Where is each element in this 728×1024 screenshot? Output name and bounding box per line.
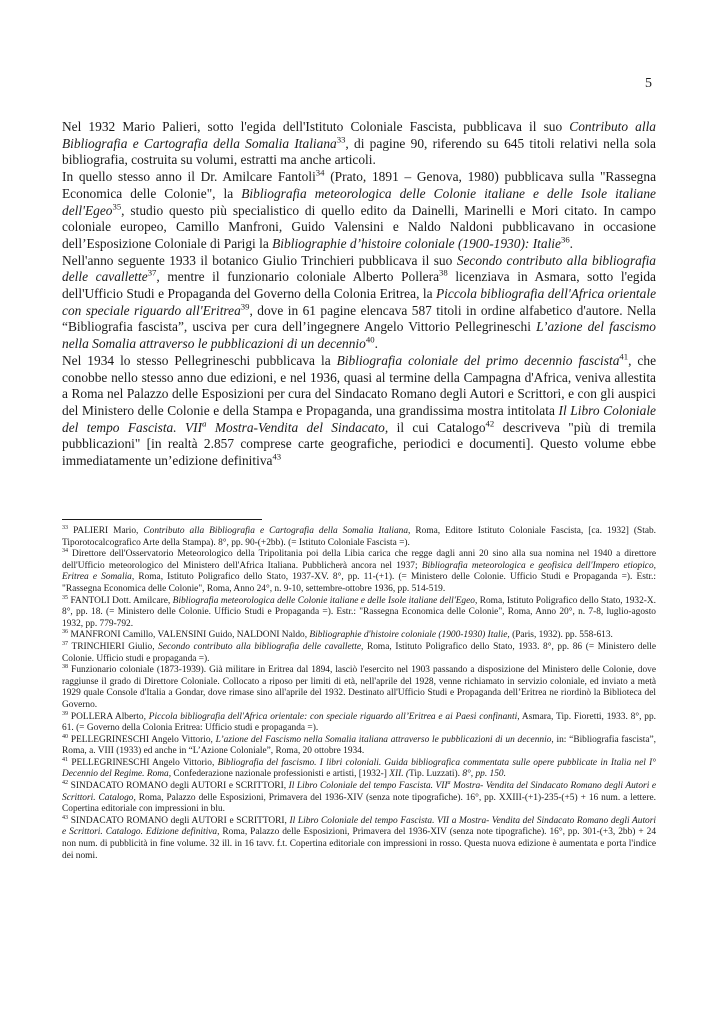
reference-marker: 35 — [112, 201, 122, 212]
italic-title: Bibliografia meteorologica delle Colonie italiane e delle Isole italiane dell'Egeo — [172, 595, 475, 606]
footnote — [62, 735, 656, 758]
italic-title: L’azione del fascismo nella Somalia attraverso le pubblicazioni di un decennio — [62, 319, 656, 352]
italic-title: Contributo alla Bibliografia e Cartografia della Somalia Italiana — [143, 526, 409, 536]
text-run: TRINCHIERI Giulio, — [68, 641, 159, 652]
reference-marker: 42 — [485, 418, 495, 429]
italic-title: Bibliografia coloniale del primo decennio fascista — [336, 352, 620, 368]
reference-marker: 39 — [62, 710, 69, 717]
reference-marker: 39 — [240, 301, 250, 312]
text-run: , Roma, Palazzo delle Esposizioni, Primavera del 1936-XIV (senza note tipografiche). 16°, pp. 301-(+3, 2bb) + 24 non num. di pubblicità in fine volume. 32 ill. in 16 tavv. f.t. Copertina editoriale con impressioni in rosso. Questa nuova edizione è aumentata e porta l'indice dei nomi. — [62, 827, 657, 861]
text-run: , Asmara, Tip. Fioretti, 1933. 8°, pp. 61. (= Governo della Colonia Eritrea: Ufficio studi e propaganda =). — [62, 711, 656, 734]
italic-title: Bibliografia meteorologica e geofisica dell'Impero etiopico, Eritrea e Somalia — [62, 560, 656, 583]
italic-title: Il Libro Coloniale del tempo Fascista. VII — [62, 402, 656, 435]
text-run: PELLEGRINESCHI Angelo Vittorio, — [68, 734, 216, 745]
text-run: , Roma, Istituto Poligrafico dello Stato, 1932-X. 8°, pp. 18. (= Ministero delle Colonie. Ufficio Studi e Propaganda =). Estr.: "Rassegna Economica delle Colonie", Roma, Anno 20°, n. 7-8, luglio-agosto 1932, pp. 779-792. — [62, 595, 656, 629]
text-run: , (Paris, 1932). pp. 558-613. — [507, 630, 613, 641]
italic-title: 8°, pp. 150. — [462, 769, 506, 780]
footnote-separator — [62, 519, 262, 520]
text-run: PALIERI Mario, — [68, 526, 144, 536]
text-run: Funzionario coloniale (1873-1939). Già militare in Eritrea dal 1894, lasciò l'esercito nel 1903 passando a disposizione del Ministero delle Colonie, dove raggiunse il grado di Direttore Coloniale. Collocato a riposo per limiti di età, nell'aprile del 1928, venne richiamato in servizio coloniale, ed inviato a metà 1929 quale Console d'Italia a Gondar, dove rimase sino all'aprile del 1932. Destinato all'Ufficio Studi e Propaganda dell’Eritrea ne riordinò la Biblioteca del Governo. — [62, 665, 656, 710]
reference-marker: a — [447, 779, 451, 786]
paragraph — [62, 119, 656, 169]
text-run: . — [374, 336, 378, 352]
text-run: POLLERA Alberto, — [68, 711, 149, 722]
text-run: , il cui Catalogo — [384, 419, 486, 435]
italic-title: Bibliographie d'histoire coloniale (1900-1930) Italie — [309, 630, 508, 641]
paragraph — [62, 169, 656, 253]
italic-title: Il Libro Coloniale del tempo Fascista. VII a Mostra- Vendita del Sindacato Romano degli Autori e Scrittori. Catalogo. Edizione definitiva — [62, 815, 656, 838]
reference-marker: 43 — [272, 451, 282, 462]
italic-title: Mostra-Vendita del Sindacato — [206, 419, 385, 435]
reference-marker: 37 — [147, 267, 157, 278]
paragraph — [62, 353, 656, 470]
text-run: , studio questo più specialistico di quello edito da Dainelli, Marinelli e Mori citato. In campo coloniale europeo, Camillo Manfroni, Guido Valensini e Naldo Naldoni pubblicavano in occasione dell’Esposizione Coloniale di Parigi la — [62, 202, 656, 251]
text-run: Tip. Luzzati). — [409, 769, 463, 780]
italic-title: Bibliografia meteorologica delle Colonie italiane e delle Isole italiane dell'Egeo — [62, 185, 656, 218]
footnote — [62, 665, 656, 711]
text-run: , che conobbe nello stesso anno due edizioni, e nel 1936, quasi al termine della Campagna d'Africa, veniva allestita a Roma nel Palazzo delle Esposizioni per cura del Sindacato Romano degli Autori e Scrittori, e con gli auspici del Ministero delle Colonie e della Stampa e Propaganda, una grandissima mostra intitolata — [62, 352, 657, 418]
text-run: descriveva "più di tremila pubblicazioni" [in realtà 2.857 comprese carte geografiche, periodici e documenti]. Questo volume ebbe immediatamente un’edizione definitiva — [62, 419, 656, 469]
reference-marker: 43 — [62, 814, 69, 821]
italic-title: XII. ( — [389, 769, 410, 780]
reference-marker: 40 — [365, 334, 375, 345]
text-run: Nel 1934 lo stesso Pellegrineschi pubblicava la — [62, 352, 337, 368]
text-run: Nel 1932 Mario Palieri, sotto l'egida dell'Istituto Coloniale Fascista, pubblicava il suo — [62, 119, 570, 134]
footnote — [62, 526, 656, 549]
footnote — [62, 758, 656, 781]
footnote — [62, 549, 656, 595]
text-run: , in: “Bibliografia fascista”, Roma, a. VIII (1933) ed anche in “L’Azione Coloniale”, Roma, 20 ottobre 1934. — [62, 734, 656, 757]
body-text — [62, 119, 656, 470]
footnote — [62, 642, 656, 665]
reference-marker: 34 — [62, 548, 69, 555]
italic-title: Mostra- Vendita del Sindacato Romano degli Autori e Scrittori. Catalogo — [62, 781, 656, 803]
italic-title: Secondo contributo alla bibliografia delle cavallette — [62, 252, 656, 285]
reference-marker: 33 — [62, 524, 69, 531]
text-run: SINDACATO ROMANO degli AUTORI e SCRITTORI, — [68, 815, 290, 826]
text-run: (Prato, 1891 – Genova, 1980) pubblicava sulla "Rassegna Economica delle Colonie", la — [62, 169, 657, 201]
reference-marker: 37 — [62, 640, 69, 647]
footnote — [62, 630, 656, 642]
text-run: , di pagine 90, riferendo su 645 titoli relativi nella sola bibliografia, costruita su volumi, estratti ma anche articoli. — [62, 135, 656, 168]
text-run: In quello stesso anno il Dr. Amilcare Fantoli — [62, 169, 316, 185]
text-run: , mentre il funzionario coloniale Alberto Pollera — [156, 269, 440, 285]
italic-title: Il Libro Coloniale del tempo Fascista. VII — [288, 781, 448, 792]
reference-marker: 41 — [62, 756, 69, 763]
text-run: , Roma, Editore Istituto Coloniale Fascista, [ca. 1932] (Stab. Tiporotocalcografico Arte della Stampa). 8°, pp. 90-(+2bb). (= Istituto Coloniale Fascista =). — [62, 526, 657, 548]
italic-title: Piccola bibliografia dell'Africa orientale con speciale riguardo all'Eritrea — [62, 286, 657, 318]
reference-marker: 33 — [336, 134, 346, 145]
footnotes — [62, 526, 656, 862]
text-run: Nell'anno seguente 1933 il botanico Giulio Trinchieri pubblicava il suo — [62, 252, 457, 268]
text-run: FANTOLI Dott. Amilcare, — [68, 595, 173, 606]
footnote — [62, 712, 656, 735]
reference-marker: 36 — [560, 234, 570, 245]
reference-marker: a — [202, 418, 207, 429]
italic-title: L’azione del Fascismo nella Somalia italiana attraverso le pubblicazioni di un decennio — [215, 734, 552, 745]
reference-marker: 38 — [439, 267, 448, 278]
reference-marker: 36 — [62, 629, 69, 636]
text-run: licenziava in Asmara, sotto l'egida dell'Ufficio Studi e Propaganda del Governo della Colonia Eritrea, la — [62, 269, 656, 302]
reference-marker: 42 — [62, 779, 69, 786]
text-run: , Roma, Palazzo delle Esposizioni, Primavera del 1936-XIV (senza note tipografiche). 16°, pp. XXIII-(+1)-235-(+5) + 16 num. a lettere. Copertina editoriale con impressioni in blu. — [62, 792, 657, 815]
text-run: , dove in 61 pagine elencava 587 titoli in ordine alfabetico d'autore. Nella “Bibliografia fascista”, usciva per cura dell’ingegnere Angelo Vittorio Pellegrineschi — [62, 302, 656, 335]
text-run: , Roma, Istituto Poligrafico dello Stato, 1933. 8°, pp. 86 (= Ministero delle Colonie. Ufficio studi e propaganda =). — [62, 641, 656, 664]
footnote — [62, 781, 656, 816]
page-number: 5 — [645, 76, 652, 91]
text-run: Direttore dell'Osservatorio Meteorologico della Tripolitania poi della Libia carica che regge dagli anni 20 sino alla sua nomina nel 1940 a direttore dell'Ufficio meteorologico del Ministero dell'Africa Italiana. Pubblicherà ancora nel 1937; — [62, 549, 656, 571]
italic-title: Bibliografia del fascismo. I libri coloniali. Guida bibliografica commentata sulle opere pubblicate in Italia nel I° Decennio del Regime. Roma, — [62, 757, 656, 780]
italic-title: Piccola bibliografia dell'Africa orientale: con speciale riguardo all’Eritrea e ai Paesi confinanti — [148, 711, 518, 722]
italic-title: Bibliographie d’histoire coloniale (1900-1930): Italie — [272, 235, 561, 251]
text-run: . — [569, 235, 574, 251]
text-run: SINDACATO ROMANO degli AUTORI e SCRITTORI, — [68, 781, 289, 792]
paragraph — [62, 253, 656, 353]
footnote — [62, 596, 656, 631]
reference-marker: 38 — [62, 664, 69, 670]
text-run: Confederazione nazionale professionisti e artisti, [1932-] — [171, 769, 390, 780]
footnote — [62, 816, 656, 862]
text-run: , Roma, Istituto Poligrafico dello Stato, 1937-XV. 8°, pp. 11-(+1). (= Ministero delle Colonie. Ufficio Studi e Propaganda =). Estr.: "Rassegna Economica delle Colonie", Roma, Anno 24°, n. 9-10, settembre-ottobre 1936, pp. 514-519. — [62, 572, 657, 594]
reference-marker: 34 — [315, 167, 325, 178]
text-run: PELLEGRINESCHI Angelo Vittorio, — [68, 757, 218, 768]
italic-title: Contributo alla Bibliografia e Cartografia della Somalia Italiana — [62, 119, 656, 151]
reference-marker: 35 — [62, 594, 69, 601]
text-run: MANFRONI Camillo, VALENSINI Guido, NALDONI Naldo, — [68, 630, 310, 641]
reference-marker: 41 — [619, 351, 629, 362]
reference-marker: 40 — [62, 733, 69, 740]
italic-title: Secondo contributo alla bibliografia delle cavallette — [158, 641, 362, 652]
